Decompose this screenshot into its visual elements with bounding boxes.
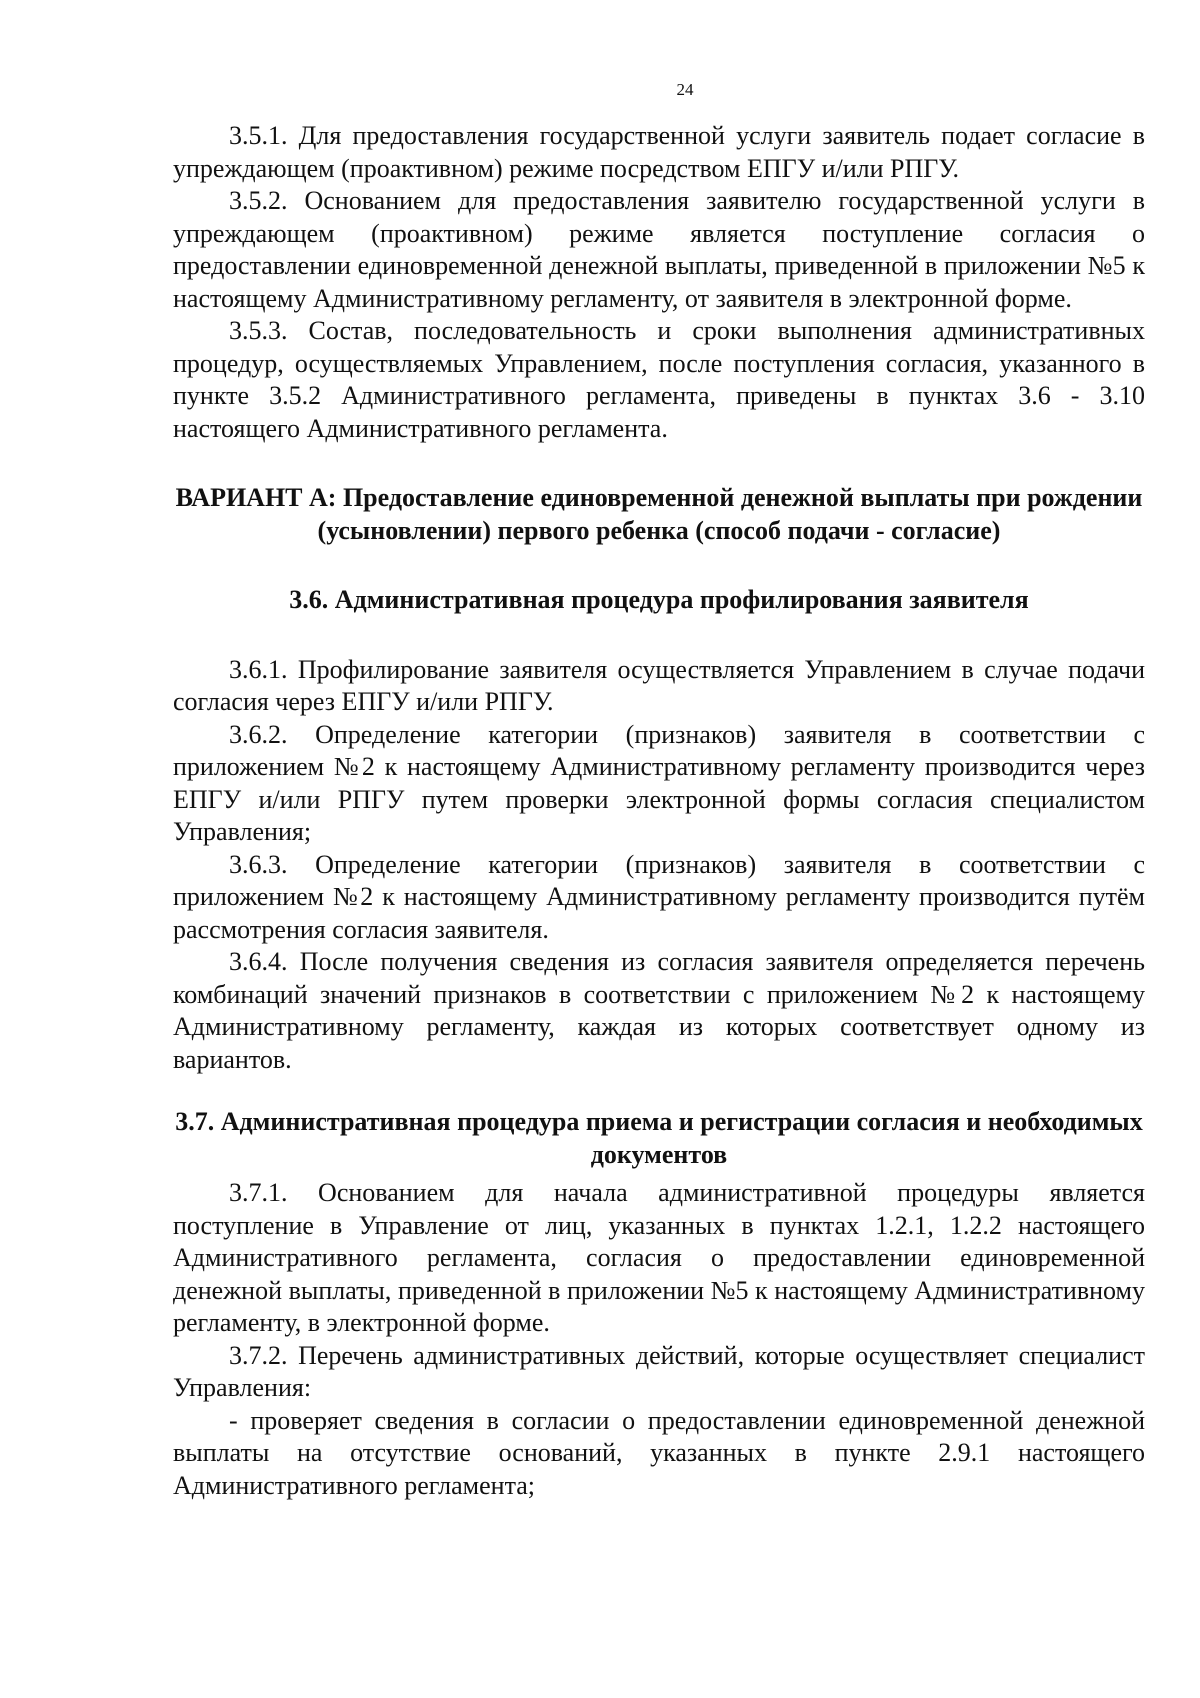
section-3-6-heading: 3.6. Административная процедура профилирования заявителя <box>289 585 1029 614</box>
paragraph-3-6-3: 3.6.3. Определение категории (признаков) заявителя в соответствии с приложением №2 к настоящему Административному регламенту производится путём рассмотрения согласия заявителя. <box>173 849 1145 944</box>
page-number: 24 <box>676 80 694 99</box>
spacer <box>173 547 1145 584</box>
spacer <box>173 445 1145 482</box>
paragraph-3-7-2-item: - проверяет сведения в согласии о предоставлении единовременной денежной выплаты на отсутствие оснований, указанных в пункте 2.9.1 настоящего Административного регламента; <box>173 1405 1145 1500</box>
paragraph-3-5-3: 3.5.3. Состав, последовательность и сроки выполнения административных процедур, осуществляемых Управлением, после поступления согласия, указанного в пункте 3.5.2 Административного регламента, приведены в пунктах 3.6 - 3.10 настоящего Административного регламента. <box>173 316 1145 443</box>
paragraph-3-6-2: 3.6.2. Определение категории (признаков) заявителя в соответствии с приложением №2 к настоящему Административному регламенту производится через ЕПГУ и/или РПГУ путем проверки электронной формы согласия специалистом Управления; <box>173 719 1145 846</box>
section-3-7-heading: 3.7. Административная процедура приема и регистрации согласия и необходимых документов <box>175 1107 1143 1169</box>
paragraph-3-5-1: 3.5.1. Для предоставления государственной услуги заявитель подает согласие в упреждающем (проактивном) режиме посредством ЕПГУ и/или РПГУ. <box>173 121 1145 183</box>
paragraph-3-7-1: 3.7.1. Основанием для начала административной процедуры является поступление в Управление от лиц, указанных в пунктах 1.2.1, 1.2.2 настоящего Административного регламента, согласия о предоставлении единовременной денежной выплаты, приведенной в приложении №5 к настоящему Административному регламенту, в электронной форме. <box>173 1178 1145 1337</box>
paragraph-3-7-2: 3.7.2. Перечень административных действий, которые осуществляет специалист Управления: <box>173 1340 1145 1402</box>
paragraph-3-6-4: 3.6.4. После получения сведения из согласия заявителя определяется перечень комбинаций значений признаков в соответствии с приложением №2 к настоящему Административному регламенту, каждая из которых соответствует одному из вариантов. <box>173 947 1145 1074</box>
document-body <box>173 120 1145 1502</box>
paragraph-3-5-2: 3.5.2. Основанием для предоставления заявителю государственной услуги в упреждающем (проактивном) режиме является поступление согласия о предоставлении единовременной денежной выплаты, приведенной в приложении №5 к настоящему Административному регламенту, от заявителя в электронной форме. <box>173 186 1145 313</box>
variant-heading: ВАРИАНТ А: Предоставление единовременной денежной выплаты при рождении (усыновлении) первого ребенка (способ подачи - согласие) <box>175 483 1143 545</box>
spacer <box>173 617 1145 654</box>
spacer <box>173 1076 1145 1106</box>
paragraph-3-6-1: 3.6.1. Профилирование заявителя осуществляется Управлением в случае подачи согласия через ЕПГУ и/или РПГУ. <box>173 654 1145 716</box>
